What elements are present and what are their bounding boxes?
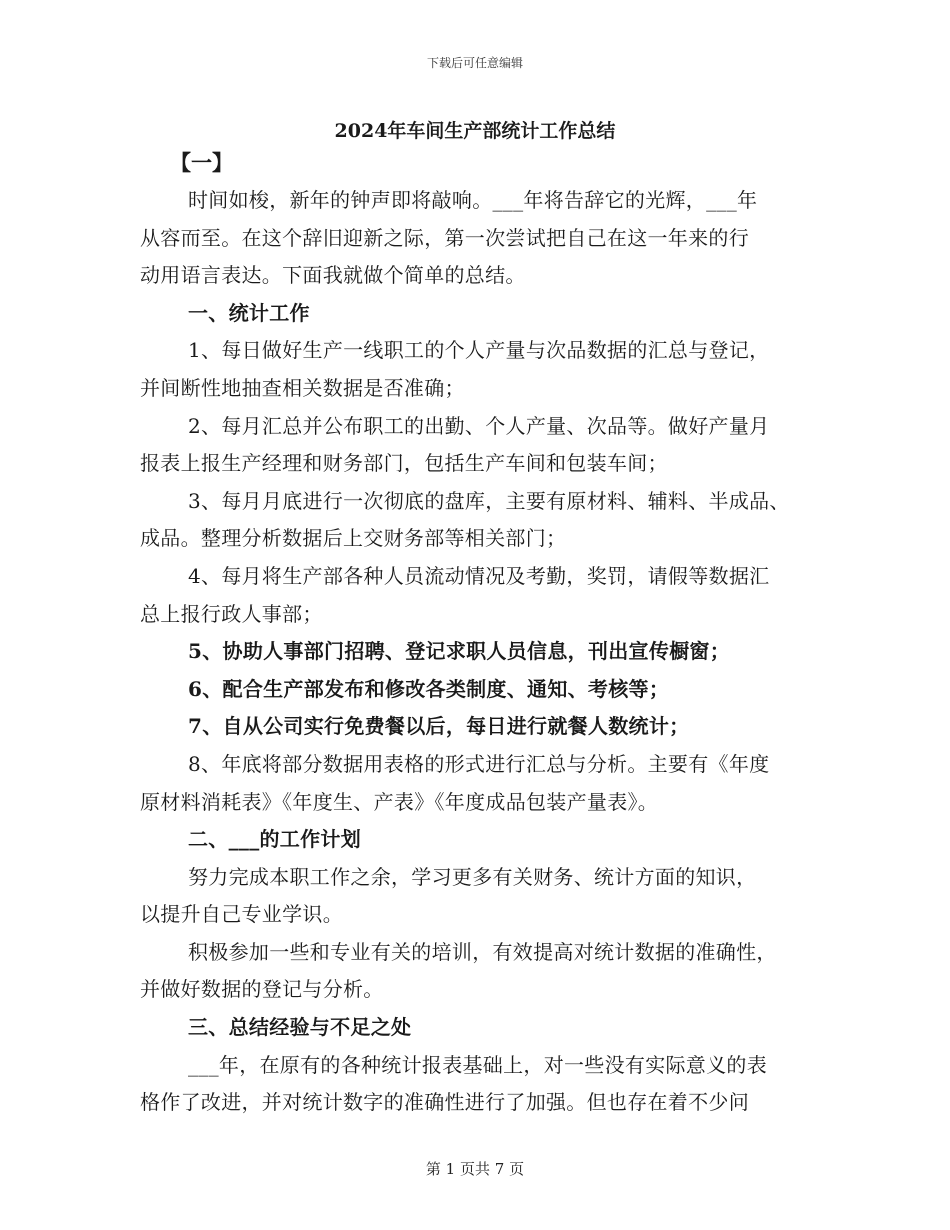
header-note: 下载后可任意编辑 (426, 56, 523, 70)
text-line: 2、每月汇总并公布职工的出勤、个人产量、次品等。做好产量月 (188, 413, 770, 438)
text-line: 8、年底将部分数据用表格的形式进行汇总与分析。主要有《年度 (188, 751, 770, 776)
text-line: 并间断性地抽查相关数据是否准确； (140, 375, 465, 400)
paragraph-list (140, 182, 805, 1122)
text-line: 一、统计工作 (188, 300, 310, 325)
text-line: 1、每日做好生产一线职工的个人产量与次品数据的汇总与登记， (188, 338, 770, 363)
paragraph (140, 746, 805, 821)
text-line: ___年，在原有的各种统计报表基础上，对一些没有实际意义的表 (188, 1052, 767, 1077)
section-heading (140, 821, 805, 859)
paragraph (140, 408, 805, 483)
document-title: 2024年车间生产部统计工作总结 (334, 120, 616, 142)
text-line: 二、___的工作计划 (188, 827, 361, 852)
text-line: 报表上报生产经理和财务部门，包括生产车间和包装车间； (140, 451, 668, 476)
text-line: 以提升自己专业学识。 (140, 902, 343, 927)
text-line: 格作了改进，并对统计数字的准确性进行了加强。但也存在着不少问 (140, 1090, 749, 1115)
paragraph (140, 859, 805, 934)
section-heading (140, 1009, 805, 1047)
text-line: 原材料消耗表》《年度生、产表》《年度成品包装产量表》。 (140, 789, 659, 814)
text-line: 5、协助人事部门招聘、登记求职人员信息，刊出宣传橱窗； (188, 639, 731, 664)
text-line: 并做好数据的登记与分析。 (140, 977, 384, 1002)
section-heading (140, 633, 805, 671)
text-line: 时间如梭，新年的钟声即将敲响。___年将告辞它的光辉，___年 (188, 188, 758, 212)
section-heading (140, 708, 805, 746)
text-line: 积极参加一些和专业有关的培训，有效提高对统计数据的准确性， (188, 939, 777, 964)
text-line: 3、每月月底进行一次彻底的盘库，主要有原材料、辅料、半成品、 (188, 488, 790, 513)
paragraph (140, 332, 805, 407)
paragraph (140, 558, 805, 633)
text-line: 从容而至。在这个辞旧迎新之际，第一次尝试把自己在这一年来的行 (140, 225, 749, 250)
text-line: 动用语言表达。下面我就做个简单的总结。 (140, 263, 526, 288)
section-heading (140, 295, 805, 333)
section-heading (140, 671, 805, 709)
section-label: 【一】 (170, 150, 233, 175)
document-body (140, 148, 805, 1122)
paragraph (140, 934, 805, 1009)
paragraph (140, 483, 805, 558)
paragraph (140, 1047, 805, 1122)
text-line: 努力完成本职工作之余，学习更多有关财务、统计方面的知识， (188, 864, 757, 889)
text-line: 成品。整理分析数据后上交财务部等相关部门； (140, 526, 567, 551)
text-line: 总上报行政人事部； (140, 601, 323, 626)
text-line: 三、总结经验与不足之处 (188, 1015, 412, 1040)
text-line: 7、自从公司实行免费餐以后，每日进行就餐人数统计； (188, 714, 690, 739)
text-line: 6、配合生产部发布和修改各类制度、通知、考核等； (188, 676, 670, 701)
page-number: 第 1 页共 7 页 (425, 1160, 525, 1178)
paragraph (140, 182, 805, 295)
text-line: 4、每月将生产部各种人员流动情况及考勤，奖罚，请假等数据汇 (188, 563, 770, 588)
